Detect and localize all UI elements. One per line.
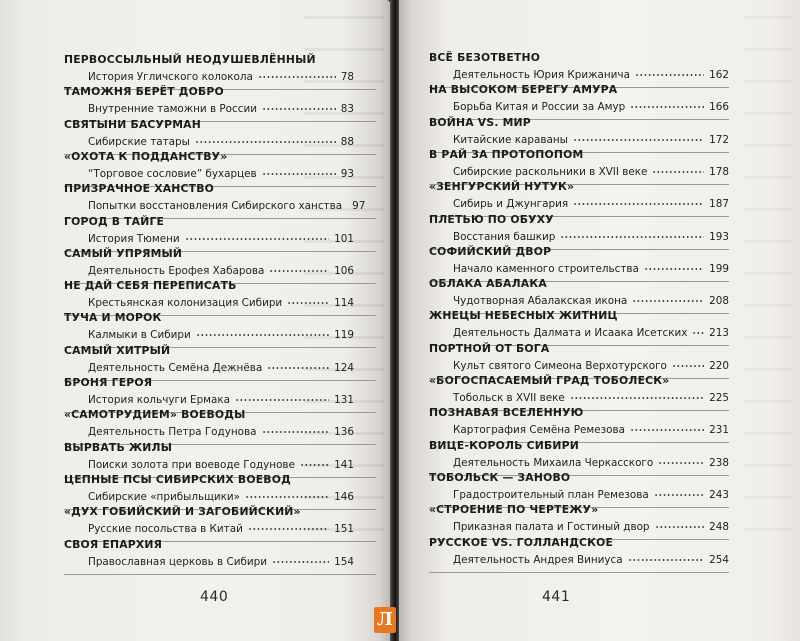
toc-entry-title: НЕ ДАЙ СЕБЯ ПЕРЕПИСАТЬ <box>64 279 237 293</box>
toc-entry-title: ВЫРВАТЬ ЖИЛЫ <box>64 440 173 454</box>
toc-entry-row <box>453 457 729 469</box>
toc-entry-subtitle: Сибирские раскольники в XVII веке <box>453 165 648 178</box>
dot-leader <box>262 173 336 175</box>
dot-leader <box>196 334 329 336</box>
toc-entry-subtitle: Внутренние таможни в России <box>88 103 257 116</box>
dot-leader <box>630 429 704 431</box>
toc-entry-page-number: 83 <box>340 103 354 116</box>
toc-entry-subtitle: Русские посольства в Китай <box>88 523 243 536</box>
toc-entry-title: РУССКОЕ VS. ГОЛЛАНДСКОЕ <box>429 535 614 549</box>
dot-leader <box>235 399 329 401</box>
dot-leader <box>692 332 704 334</box>
dot-leader <box>245 496 329 498</box>
toc-entry-row <box>88 233 354 245</box>
dot-leader <box>630 106 704 108</box>
toc-entry-title: ТАМОЖНЯ БЕРЁТ ДОБРО <box>64 85 224 99</box>
toc-entry-row <box>453 327 729 339</box>
toc-entry-subtitle: Деятельность Ерофея Хабарова <box>88 264 265 277</box>
toc-entry-subtitle: Чудотворная Абалакская икона <box>453 295 628 308</box>
toc-entry-subtitle: Сибирские татары <box>88 135 190 148</box>
toc-entry-row <box>88 491 354 503</box>
book-gutter <box>390 0 399 641</box>
toc-entry-subtitle: Калмыки в Сибири <box>88 329 191 342</box>
toc-entry-page-number: 78 <box>340 71 354 83</box>
toc-entry-title: ТОБОЛЬСК — ЗАНОВО <box>429 470 571 484</box>
right-page <box>399 0 800 641</box>
entry-divider <box>429 572 729 573</box>
toc-entry-page-number: 136 <box>334 426 354 439</box>
toc-entry-page-number: 162 <box>709 69 729 81</box>
toc-entry-page-number: 101 <box>334 232 354 245</box>
toc-entry-title: ГОРОД В ТАЙГЕ <box>64 214 165 228</box>
watermark-logo-icon: Л <box>374 607 396 633</box>
toc-entry-page-number: 238 <box>709 456 729 469</box>
toc-entry-row <box>88 426 354 438</box>
toc-entry-row <box>88 459 354 471</box>
toc-entry <box>429 536 729 580</box>
toc-entry-title: «ЗЕНГУРСКИЙ НУТУК» <box>429 180 575 194</box>
toc-entry-row <box>453 521 729 533</box>
right-page-number: 441 <box>542 589 571 605</box>
toc-entry-row <box>88 136 354 148</box>
left-page-number: 440 <box>200 589 229 605</box>
toc-entry-title: «ДУХ ГОБИЙСКИЙ И ЗАГОБИЙСКИЙ» <box>64 505 301 519</box>
dot-leader <box>287 302 329 304</box>
dot-leader <box>300 464 329 466</box>
toc-entry-title: ТУЧА И МОРОК <box>64 311 162 325</box>
toc-entry-subtitle: История Тюмени <box>88 232 180 245</box>
toc-entry-title: ПРИЗРАЧНОЕ ХАНСТВО <box>64 182 215 196</box>
toc-entry-subtitle: Крестьянская колонизация Сибири <box>88 297 283 310</box>
toc-entry-page-number: 119 <box>334 329 354 342</box>
dot-leader <box>628 559 705 561</box>
toc-entry-subtitle: Борьба Китая и России за Амур <box>453 101 626 114</box>
toc-entry-title: ПОЗНАВАЯ ВСЕЛЕННУЮ <box>429 406 584 420</box>
toc-entry-subtitle: Тобольск в XVII веке <box>453 392 565 404</box>
toc-entry-title: ПЕРВОССЫЛЬНЫЙ НЕОДУШЕВЛЁННЫЙ <box>64 53 316 66</box>
toc-entry-title: «СТРОЕНИЕ ПО ЧЕРТЕЖУ» <box>429 503 599 517</box>
toc-entry-page-number: 114 <box>334 297 354 310</box>
toc-entry-page-number: 106 <box>334 264 354 277</box>
toc-entry-title: «БОГОСПАСАЕМЫЙ ГРАД ТОБОЛЕСК» <box>429 374 670 387</box>
toc-entry-row <box>88 523 354 535</box>
dot-leader <box>272 561 329 563</box>
toc-entry-row <box>88 329 354 341</box>
toc-entry-title: БРОНЯ ГЕРОЯ <box>64 376 153 389</box>
toc-entry-subtitle: Сибирские «прибыльщики» <box>88 490 241 503</box>
toc-entry-subtitle: Деятельность Андрея Виниуса <box>453 553 623 566</box>
right-toc-list <box>399 0 800 641</box>
toc-entry-row <box>453 489 729 501</box>
toc-entry-title: ОБЛАКА АБАЛАКА <box>429 277 547 291</box>
toc-entry-row <box>453 69 729 81</box>
toc-entry-row <box>88 362 354 374</box>
toc-entry-title: САМЫЙ ХИТРЫЙ <box>64 343 171 357</box>
toc-entry-row <box>453 295 729 307</box>
toc-entry-subtitle: Деятельность Петра Годунова <box>88 426 257 439</box>
toc-entry-row <box>88 556 354 568</box>
toc-entry-page-number: 199 <box>709 262 729 275</box>
toc-entry-page-number: 248 <box>709 521 729 534</box>
toc-entry-title: ПОРТНОЙ ОТ БОГА <box>429 341 550 355</box>
toc-entry-subtitle: Градостроительный план Ремезова <box>453 488 649 501</box>
toc-entry-row <box>453 166 729 178</box>
toc-entry-subtitle: Попытки восстановления Сибирского ханства <box>88 200 343 213</box>
left-toc-list <box>0 0 390 641</box>
toc-entry-page-number: 243 <box>709 488 729 501</box>
entry-divider <box>64 574 376 575</box>
toc-entry-page-number: 187 <box>709 198 729 211</box>
toc-entry-subtitle: История Угличского колокола <box>88 71 253 83</box>
toc-entry-page-number: 231 <box>709 424 729 437</box>
dot-leader <box>644 268 704 270</box>
toc-entry-page-number: 97 <box>352 200 366 213</box>
dot-leader <box>672 365 704 367</box>
toc-entry-title: ВИЦЕ-КОРОЛЬ СИБИРИ <box>429 438 579 452</box>
left-page <box>0 0 390 641</box>
toc-entry-title: САМЫЙ УПРЯМЫЙ <box>64 246 183 260</box>
toc-entry-page-number: 151 <box>334 523 354 536</box>
toc-entry-row <box>88 103 354 115</box>
dot-leader <box>570 397 704 399</box>
toc-entry-title: СВОЯ ЕПАРХИЯ <box>64 537 163 551</box>
toc-entry-row <box>453 424 729 436</box>
toc-entry-page-number: 193 <box>709 230 729 243</box>
dot-leader <box>658 462 704 464</box>
toc-entry-subtitle: Приказная палата и Гостиный двор <box>453 521 650 534</box>
dot-leader <box>560 236 704 238</box>
toc-entry-title: «САМОТРУДИЕМ» ВОЕВОДЫ <box>64 408 246 422</box>
dot-leader <box>573 203 704 205</box>
toc-entry-row <box>453 392 729 404</box>
dot-leader <box>269 270 329 272</box>
toc-entry-row <box>453 263 729 275</box>
dot-leader <box>655 526 705 528</box>
dot-leader <box>195 141 336 143</box>
dot-leader <box>632 300 704 302</box>
toc-entry-row <box>453 198 729 210</box>
toc-entry-subtitle: Деятельность Семёна Дежнёва <box>88 361 263 374</box>
toc-entry-subtitle: Восстания башкир <box>453 230 556 243</box>
toc-entry-page-number: 88 <box>340 135 354 148</box>
dot-leader <box>258 76 336 78</box>
toc-entry-subtitle: Поиски золота при воеводе Годунове <box>88 458 295 471</box>
toc-entry-page-number: 220 <box>709 359 729 372</box>
toc-entry-page-number: 213 <box>709 327 729 340</box>
toc-entry-page-number: 166 <box>709 101 729 114</box>
toc-entry-row <box>453 101 729 113</box>
toc-entry-row <box>453 231 729 243</box>
toc-entry-title: ЖНЕЦЫ НЕБЕСНЫХ ЖИТНИЦ <box>429 309 618 323</box>
dot-leader <box>267 367 329 369</box>
dot-leader <box>262 108 336 110</box>
toc-entry-row <box>453 360 729 372</box>
toc-entry-row <box>88 168 354 180</box>
toc-entry <box>64 538 354 582</box>
dot-leader <box>248 528 329 530</box>
dot-leader <box>185 238 329 240</box>
toc-entry-subtitle: Картография Семёна Ремезова <box>453 424 625 437</box>
toc-entry-subtitle: Православная церковь в Сибири <box>88 555 268 568</box>
toc-entry-page-number: 254 <box>709 553 729 566</box>
toc-entry-page-number: 208 <box>709 295 729 308</box>
toc-entry-subtitle: Начало каменного строительства <box>453 262 639 275</box>
toc-entry-subtitle: Сибирь и Джунгария <box>453 198 569 211</box>
toc-entry-page-number: 178 <box>709 165 729 178</box>
toc-entry-row <box>88 71 354 83</box>
dot-leader <box>635 74 704 76</box>
toc-entry-title: ВОЙНА VS. МИР <box>429 115 531 129</box>
toc-entry-page-number: 146 <box>334 490 354 503</box>
toc-entry-title: СВЯТЫНИ БАСУРМАН <box>64 117 201 131</box>
toc-entry-title: ЦЕПНЫЕ ПСЫ СИБИРСКИХ ВОЕВОД <box>64 472 291 486</box>
toc-entry-title: «ОХОТА К ПОДДАНСТВУ» <box>64 149 228 163</box>
toc-entry-title: НА ВЫСОКОМ БЕРЕГУ АМУРА <box>429 83 618 97</box>
toc-entry-title: В РАЙ ЗА ПРОТОПОПОМ <box>429 147 584 161</box>
toc-entry-row <box>88 200 366 213</box>
toc-entry-subtitle: Деятельность Михаила Черкасского <box>453 456 654 469</box>
toc-entry-row <box>88 394 354 406</box>
toc-entry-page-number: 225 <box>709 392 729 404</box>
toc-entry-subtitle: Деятельность Далмата и Исаака Исетских <box>453 327 688 340</box>
toc-entry-page-number: 124 <box>334 361 354 374</box>
dot-leader <box>652 171 704 173</box>
toc-entry-subtitle: История кольчуги Ермака <box>88 394 231 406</box>
toc-entry-page-number: 131 <box>334 394 354 406</box>
dot-leader <box>654 494 704 496</box>
toc-entry-subtitle: Культ святого Симеона Верхотурского <box>453 359 667 372</box>
toc-entry-page-number: 172 <box>709 133 729 146</box>
toc-entry-page-number: 154 <box>334 555 354 568</box>
toc-entry-title: СОФИЙСКИЙ ДВОР <box>429 244 552 258</box>
toc-entry-title: ВСЁ БЕЗОТВЕТНО <box>429 51 541 64</box>
toc-entry-title: ПЛЕТЬЮ ПО ОБУХУ <box>429 212 554 226</box>
toc-entry-row <box>88 297 354 309</box>
toc-entry-row <box>453 134 729 146</box>
toc-entry-row <box>453 554 729 566</box>
toc-entry-subtitle: Деятельность Юрия Крижанича <box>453 69 630 81</box>
toc-entry-row <box>88 265 354 277</box>
toc-entry-subtitle: Китайские караваны <box>453 133 568 146</box>
toc-entry-subtitle: “Торговое сословие” бухарцев <box>88 167 257 180</box>
toc-entry-page-number: 141 <box>334 458 354 471</box>
dot-leader <box>573 139 704 141</box>
dot-leader <box>262 431 330 433</box>
toc-entry-page-number: 93 <box>340 167 354 180</box>
